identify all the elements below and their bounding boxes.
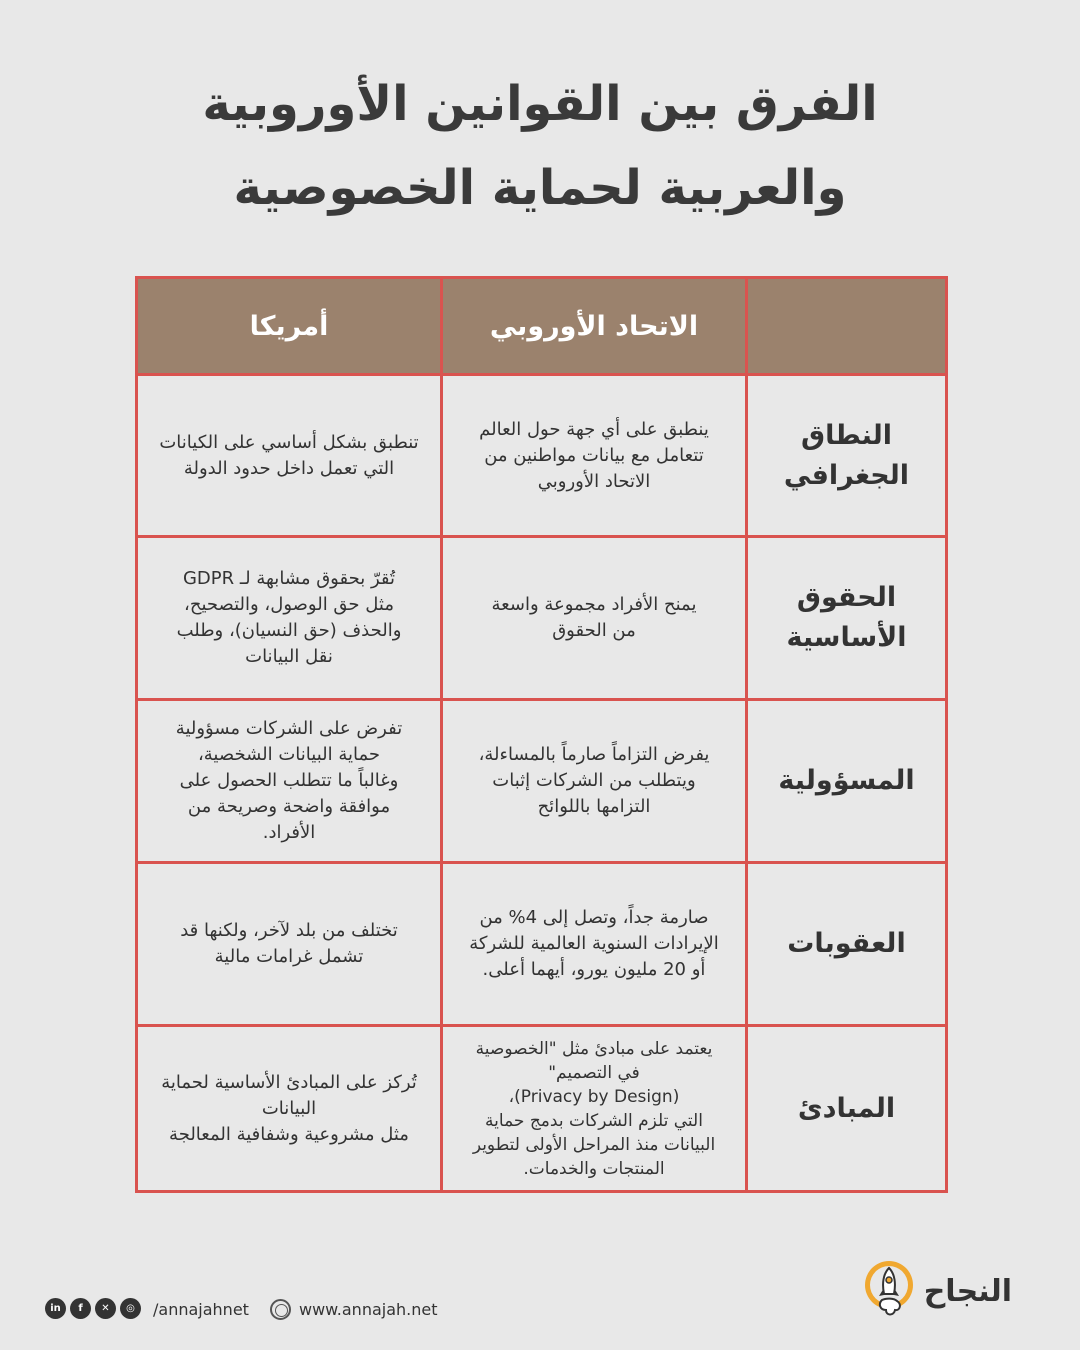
eu-cell: يفرض التزاماً صارماً بالمساءلة، ويتطلب من الشركات إثبات التزامها باللوائح bbox=[442, 700, 747, 863]
header-cell-eu: الاتحاد الأوروبي bbox=[442, 278, 747, 375]
row-label: الحقوق الأساسية bbox=[747, 537, 947, 700]
table-row bbox=[137, 863, 947, 1026]
rocket-logo-icon bbox=[862, 1258, 916, 1324]
page-title bbox=[0, 62, 1080, 230]
facebook-icon[interactable]: f bbox=[70, 1298, 91, 1319]
website-link[interactable]: www.annajah.net bbox=[299, 1300, 438, 1319]
header-cell-empty bbox=[747, 278, 947, 375]
table-row bbox=[137, 537, 947, 700]
table-row bbox=[137, 1026, 947, 1192]
social-handle[interactable]: /annajahnet bbox=[153, 1300, 249, 1319]
row-label: النطاق الجغرافي bbox=[747, 375, 947, 537]
eu-cell: يعتمد على مبادئ مثل "الخصوصية في التصميم" (Privacy by Design)، التي تلزم الشركات بدمج حماية البيانات منذ المراحل الأولى لتطوير المنتجات والخدمات. bbox=[442, 1026, 747, 1192]
brand-logo bbox=[862, 1258, 1012, 1324]
us-cell: تُقرّ بحقوق مشابهة لـ GDPR مثل حق الوصول، والتصحيح، والحذف (حق النسيان)، وطلب نقل البيانات bbox=[137, 537, 442, 700]
table-row bbox=[137, 700, 947, 863]
table-header-row bbox=[137, 278, 947, 375]
x-icon[interactable]: ✕ bbox=[95, 1298, 116, 1319]
us-cell: تختلف من بلد لآخر، ولكنها قد تشمل غرامات مالية bbox=[137, 863, 442, 1026]
title-line-2: والعربية لحماية الخصوصية bbox=[233, 160, 847, 216]
us-cell: تفرض على الشركات مسؤولية حماية البيانات الشخصية، وغالباً ما تتطلب الحصول على موافقة واضحة وصريحة من الأفراد. bbox=[137, 700, 442, 863]
instagram-icon[interactable]: ◎ bbox=[120, 1298, 141, 1319]
title-line-1: الفرق بين القوانين الأوروبية bbox=[202, 76, 878, 132]
header-cell-us: أمريكا bbox=[137, 278, 442, 375]
social-links bbox=[45, 1298, 141, 1319]
us-cell: تُركز على المبادئ الأساسية لحماية البيانات مثل مشروعية وشفافية المعالجة bbox=[137, 1026, 442, 1192]
row-label: العقوبات bbox=[747, 863, 947, 1026]
us-cell: تنطبق بشكل أساسي على الكيانات التي تعمل داخل حدود الدولة bbox=[137, 375, 442, 537]
globe-icon bbox=[270, 1299, 291, 1320]
eu-cell: صارمة جداً، وتصل إلى 4% من الإيرادات السنوية العالمية للشركة أو 20 مليون يورو، أيهما أعلى. bbox=[442, 863, 747, 1026]
row-label: المسؤولية bbox=[747, 700, 947, 863]
eu-cell: يمنح الأفراد مجموعة واسعة من الحقوق bbox=[442, 537, 747, 700]
brand-name: النجاح bbox=[923, 1273, 1012, 1309]
eu-cell: ينطبق على أي جهة حول العالم تتعامل مع بيانات مواطنين من الاتحاد الأوروبي bbox=[442, 375, 747, 537]
table-row bbox=[137, 375, 947, 537]
comparison-table bbox=[135, 276, 948, 1193]
linkedin-icon[interactable]: in bbox=[45, 1298, 66, 1319]
row-label: المبادئ bbox=[747, 1026, 947, 1192]
